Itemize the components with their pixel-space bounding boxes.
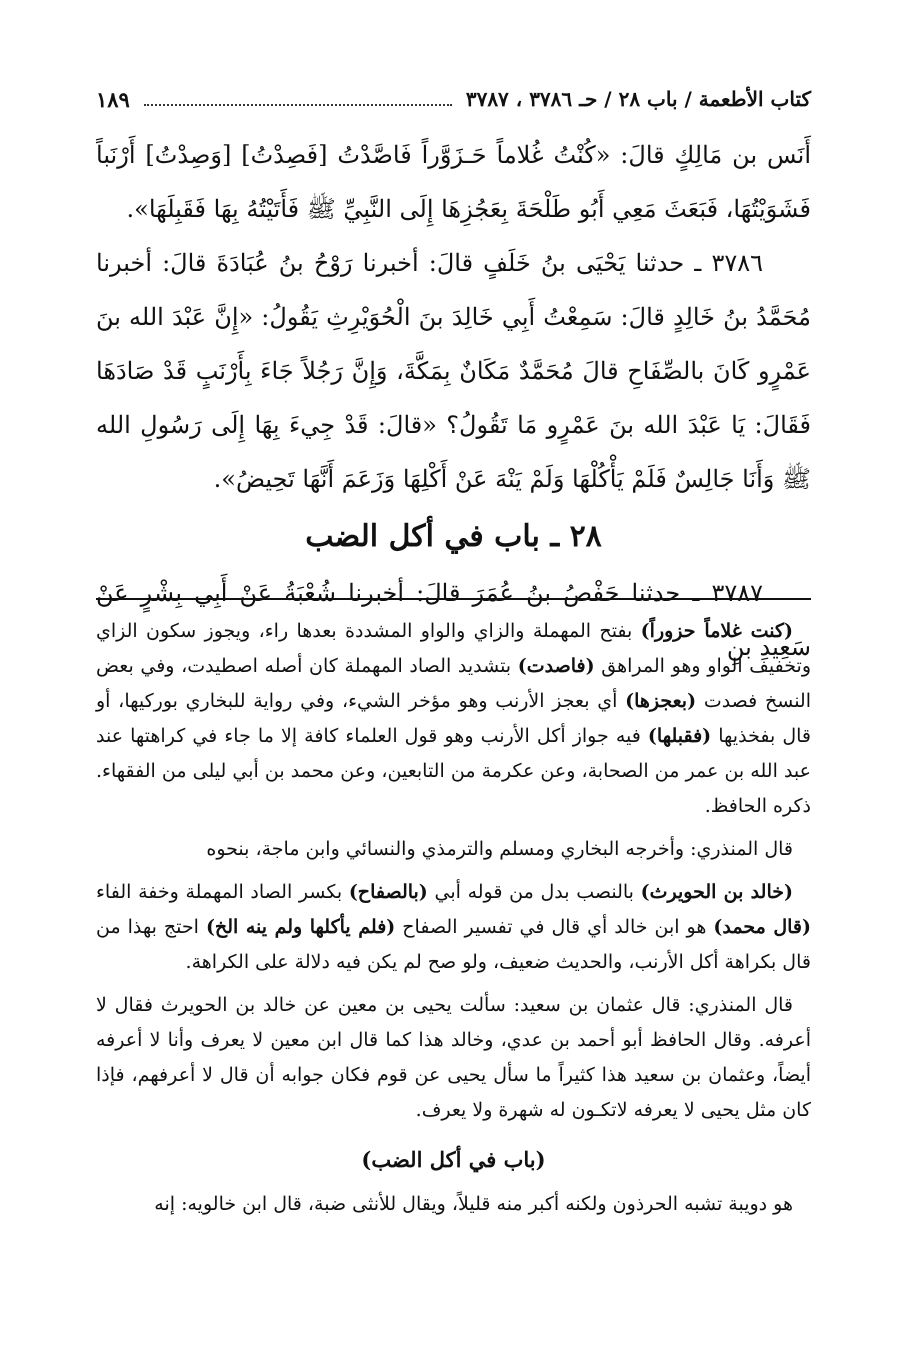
running-title: كتاب الأطعمة / باب ٢٨ / حـ ٣٧٨٦ ، ٣٧٨٧ — [465, 87, 811, 111]
note-text: بفتح المهملة والزاي والواو المشددة بعدها راء، ويجوز سكون الزاي وتخفيف الواو وهو المراهق — [96, 620, 811, 677]
commentary-sub-heading: (باب في أكل الضب) — [361, 1147, 546, 1172]
commentary — [96, 614, 811, 1230]
main-text — [96, 128, 811, 674]
commentary-note-2: قال المنذري: وأخرجه البخاري ومسلم والترمذي والنسائي وابن ماجة، بنحوه — [206, 838, 793, 860]
hadith-3786: ٣٧٨٦ ـ حدثنا يَحْيَى بنُ خَلَفٍ قالَ: أخبرنا رَوْحُ بنُ عُبَادَةَ قالَ: أخبرنا مُحَمَّدُ بنُ خَالِدٍ قالَ: سَمِعْتُ أَبِي خَالِدَ بنَ الْحُوَيْرِثِ يَقُولُ: «إِنَّ عَبْدَ الله بنَ عَمْرٍو كَانَ بالصِّفَاحِ قالَ مُحَمَّدٌ مَكَانٌ بِمَكَّةَ، وَإِنَّ رَجُلاً جَاءَ بِأَرْنَبٍ قَدْ صَادَهَا فَقَالَ: يَا عَبْدَ الله بنَ عَمْرٍو مَا تَقُولُ؟ «قالَ: قَدْ جِيءَ بِهَا إِلَى رَسُولِ الله ﷺ وَأَنَا جَالِسٌ فَلَمْ يَأْكُلْهَا وَلَمْ يَنْهَ عَنْ أَكْلِهَا وَزَعَمَ أَنَّهَا تَحِيضُ». — [96, 249, 811, 493]
term: (فاصدت) — [517, 655, 595, 677]
page-header — [96, 82, 811, 116]
commentary-note-1 — [96, 614, 811, 824]
footnote-separator — [96, 598, 811, 600]
note-text: بالنصب بدل من قوله أبي — [427, 881, 641, 903]
hadith-3787: ٣٧٨٧ ـ حدثنا حَفْصُ بنُ عُمَرَ قالَ: أخبرنا شُعْبَةُ عَنْ أَبِي بِشْرٍ عَنْ سَعِيدِ بنِ — [96, 579, 811, 661]
note-text: بكسر الصاد المهملة وخفة الفاء — [96, 881, 349, 903]
term: (فلم يأكلها ولم ينه الخ) — [205, 916, 396, 938]
term: (كنت غلاماً حزوراً) — [640, 620, 794, 642]
note-text: بتشديد الصاد المهملة كان أصله اصطيدت، وفي بعض النسخ فصدت — [96, 655, 811, 712]
note-text: هو ابن خالد أي قال في تفسير الصفاح — [395, 916, 714, 938]
note-text: فيه جواز أكل الأرنب وهو قول العلماء كافة إلا ما جاء في كراهتها عند عبد الله بن عمر من الصحابة، وعن عكرمة من التابعين، وعن محمد بن أبي ليلى من الفقهاء. ذكره الحافظ. — [96, 725, 811, 817]
term: (خالد بن الحويرث) — [640, 881, 793, 903]
term: (فقبلها) — [647, 725, 712, 747]
commentary-note-3 — [96, 875, 811, 980]
commentary-note-4: قال المنذري: قال عثمان بن سعيد: سألت يحيى بن معين عن خالد بن الحويرث فقال لا أعرفه. وقال الحافظ أبو أحمد بن عدي، وخالد هذا كما قال ابن معين لا يعرف وأنا لا أعرفه أيضاً، وعثمان بن سعيد هذا كثيراً ما سأل يحيى عن قوم فكان جوابه أن قال لا أعرفهم، فإذا كان مثل يحيى لا يعرفه لاتكـون له شهرة ولا يعرف. — [96, 994, 811, 1121]
note-text: احتج بهذا من قال بكراهة أكل الأرنب، والحديث ضعيف، ولو صح لم يكن فيه دلالة على الكراهة. — [96, 916, 811, 973]
hadith-continuation: أَنَس بن مَالِكٍ قالَ: «كُنْتُ غُلاماً حَـزَوَّراً فَاصَّدْتُ [فَصِدْتُ] [وَصِدْتُ] أَرْنَباً فَشَوَيْتُهَا، فَبَعَثَ مَعِي أَبُو طَلْحَةَ بِعَجُزِهَا إِلَى النَّبِيِّ ﷺ فَأَتَيْتُهُ بِهَا فَقَبِلَهَا». — [96, 141, 811, 223]
note-text: أي بعجز الأرنب وهو مؤخر الشيء، وفي رواية للبخاري بوركيها، أو قال بفخذيها — [96, 690, 812, 747]
term: (قال محمد) — [713, 916, 811, 938]
term: (بالصفاح) — [348, 881, 428, 903]
term: (بعجزها) — [625, 690, 697, 712]
leader-dots — [144, 92, 452, 106]
book-page — [96, 0, 811, 1346]
page-number: ١٨٩ — [96, 86, 130, 112]
chapter-heading: ٢٨ ـ باب في أكل الضب — [305, 519, 602, 554]
commentary-note-5: هو دويبة تشبه الحرذون ولكنه أكبر منه قليلاً، ويقال للأنثى ضبة، قال ابن خالويه: إنه — [154, 1193, 793, 1215]
